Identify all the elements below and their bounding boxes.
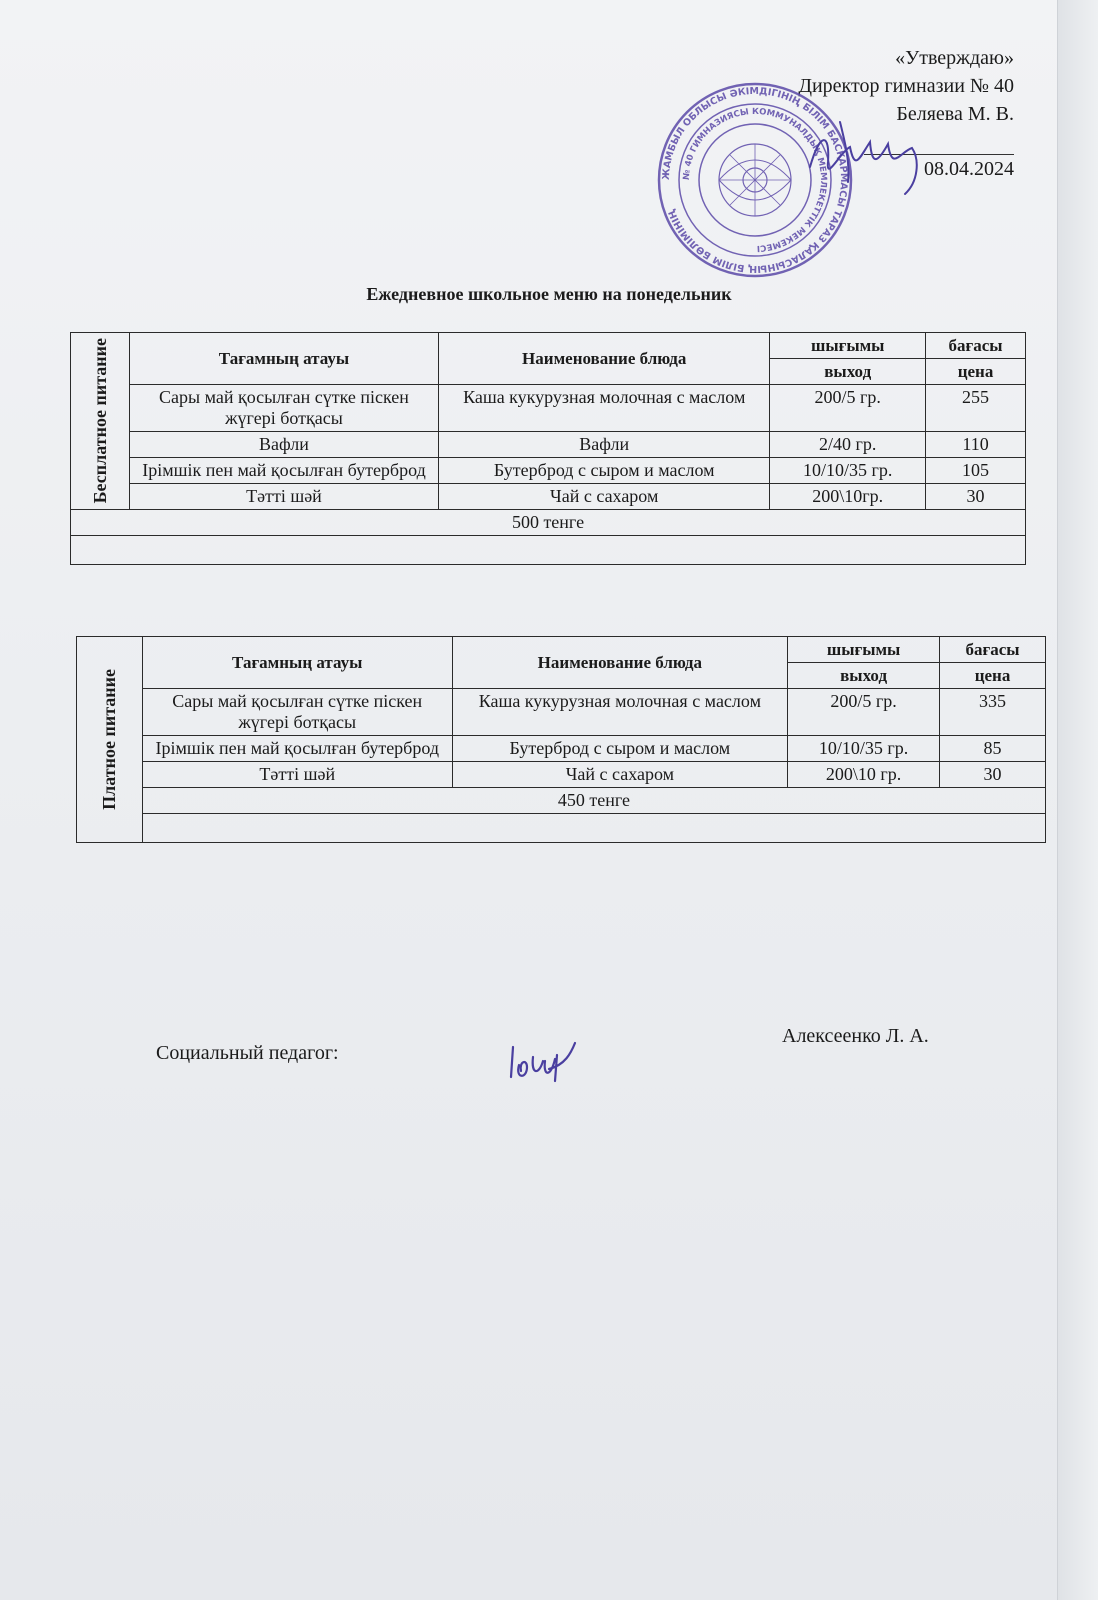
table-header-row [77,637,1046,663]
footer-name: Алексеенко Л. А. [782,1025,929,1047]
header-price-ru: цена [940,663,1046,689]
footer-role: Социальный педагог: [156,1042,339,1064]
dish-price: 335 [940,689,1046,736]
dish-price: 30 [926,484,1026,510]
header-name-kz: Тағамның атауы [129,333,438,385]
dish-price: 255 [926,385,1026,432]
director-signature [800,112,940,202]
table-row [77,762,1046,788]
approval-name: Беляева М. В. [896,103,1014,125]
dish-name-kz: Вафли [129,432,438,458]
header-output-ru: выход [788,663,940,689]
dish-output: 2/40 гр. [770,432,926,458]
approval-position: Директор гимназии № 40 [798,75,1014,97]
dish-price: 85 [940,736,1046,762]
dish-name-ru: Бутерброд с сыром и маслом [452,736,788,762]
dish-name-ru: Чай с сахаром [439,484,770,510]
stamp-inner-text: № 40 ГИМНАЗИЯСЫ КОММУНАЛДЫҚ МЕМЛЕКЕТТІК МЕКЕМЕСІ [681,106,829,253]
dish-output: 10/10/35 гр. [770,458,926,484]
free-menu-table [70,332,1026,565]
table-row [71,432,1026,458]
blank-row [77,814,1046,843]
dish-price: 30 [940,762,1046,788]
table-header-row [71,333,1026,359]
blank-cell [142,814,1045,843]
paid-menu-table [76,636,1046,843]
header-name-kz: Тағамның атауы [142,637,452,689]
dish-name-kz: Тәтті шәй [142,762,452,788]
header-name-ru: Наименование блюда [452,637,788,689]
approval-heading: «Утверждаю» [895,47,1014,69]
dish-name-kz: Сары май қосылған сүтке піскен жүгері ботқасы [142,689,452,736]
dish-output: 200/5 гр. [770,385,926,432]
approval-date: 08.04.2024 [924,158,1014,180]
underlying-page-edge [1057,0,1098,1600]
dish-output: 200\10гр. [770,484,926,510]
header-output-ru: выход [770,359,926,385]
dish-price: 110 [926,432,1026,458]
dish-price: 105 [926,458,1026,484]
section-label-cell [71,333,130,510]
blank-cell [71,536,1026,565]
dish-name-ru: Чай с сахаром [452,762,788,788]
total-amount: 450 тенге [142,788,1045,814]
header-price-kz: бағасы [926,333,1026,359]
dish-output: 200\10 гр. [788,762,940,788]
dish-output: 10/10/35 гр. [788,736,940,762]
dish-name-kz: Сары май қосылған сүтке піскен жүгері ботқасы [129,385,438,432]
section-label: Платное питание [99,669,120,810]
dish-name-kz: Ірімшік пен май қосылған бутерброд [142,736,452,762]
section-label-cell [77,637,143,843]
dish-name-ru: Вафли [439,432,770,458]
blank-row [71,536,1026,565]
dish-output: 200/5 гр. [788,689,940,736]
total-amount: 500 тенге [71,510,1026,536]
total-row [71,510,1026,536]
table-row [77,736,1046,762]
header-price-ru: цена [926,359,1026,385]
dish-name-kz: Тәтті шәй [129,484,438,510]
header-price-kz: бағасы [940,637,1046,663]
dish-name-ru: Каша кукурузная молочная с маслом [439,385,770,432]
header-output-kz: шығымы [788,637,940,663]
total-row [77,788,1046,814]
document-title: Ежедневное школьное меню на понедельник [366,284,732,304]
pedagogue-signature [505,1035,585,1085]
table-row [71,385,1026,432]
header-output-kz: шығымы [770,333,926,359]
table-row [71,458,1026,484]
section-label: Бесплатное питание [89,338,110,504]
header-name-ru: Наименование блюда [439,333,770,385]
table-row [71,484,1026,510]
dish-name-ru: Каша кукурузная молочная с маслом [452,689,788,736]
table-row [77,689,1046,736]
stamp-outer-text: ЖАМБЫЛ ОБЛЫСЫ ӘКІМДІГІНІҢ БІЛІМ БАСҚАРМАСЫ ТАРАЗ ҚАЛАСЫНЫҢ БІЛІМ БӨЛІМІНІҢ [660,85,850,275]
dish-name-ru: Бутерброд с сыром и маслом [439,458,770,484]
dish-name-kz: Ірімшік пен май қосылған бутерброд [129,458,438,484]
